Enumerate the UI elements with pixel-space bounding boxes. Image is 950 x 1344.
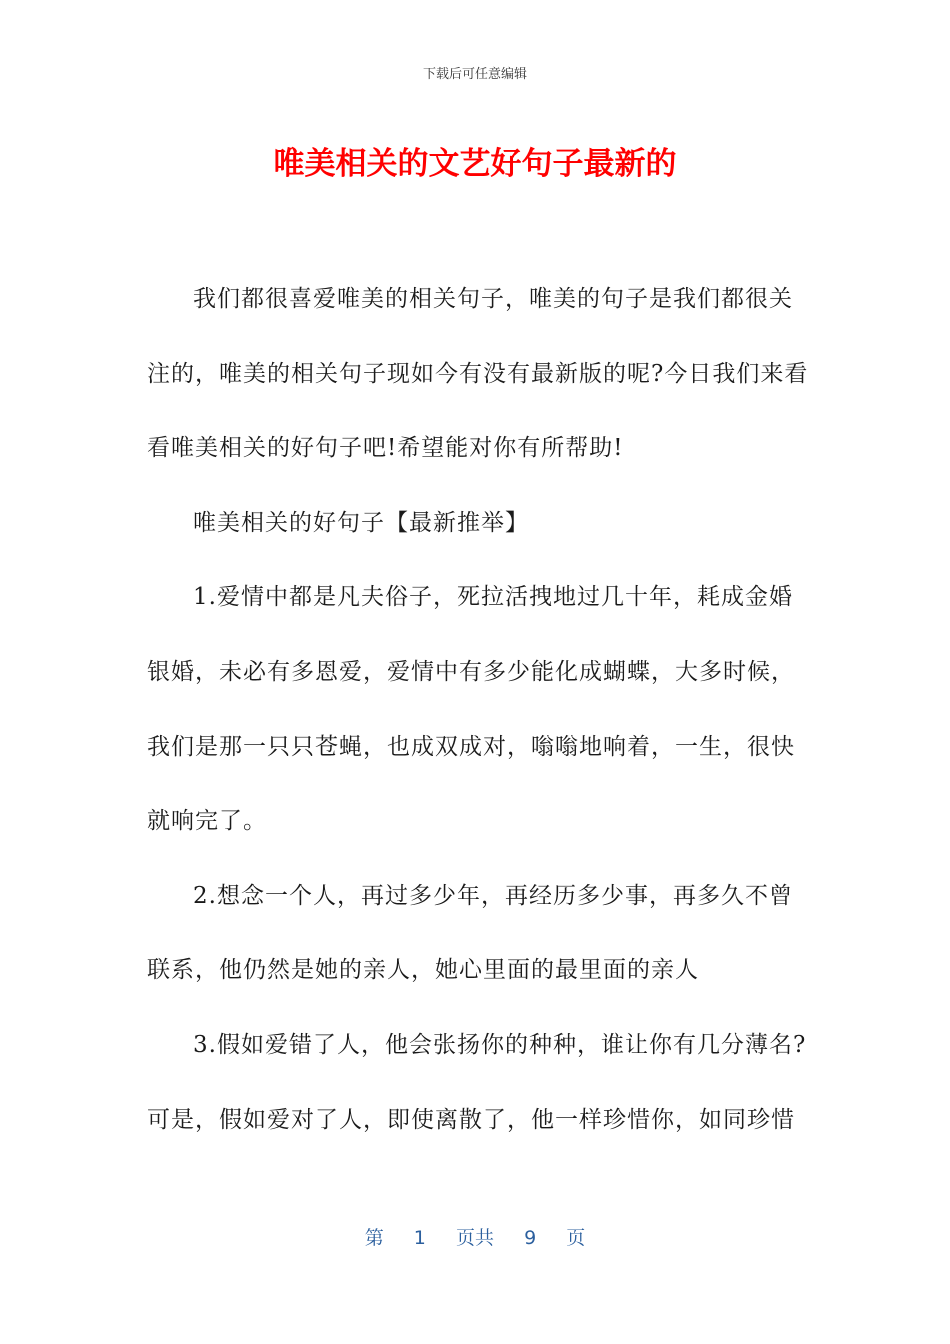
footer-prefix: 第	[364, 1227, 384, 1249]
body-line-2: 注的，唯美的相关句子现如今有没有最新版的呢?今日我们来看	[147, 360, 809, 387]
body-line-11: 3.假如爱错了人，他会张扬你的种种，谁让你有几分薄名?	[193, 1031, 807, 1058]
body-line-8: 就响完了。	[147, 808, 267, 835]
page-header-note: 下载后可任意编辑	[422, 67, 527, 82]
body-line-12: 可是，假如爱对了人，即使离散了，他一样珍惜你，如同珍惜	[147, 1106, 795, 1133]
body-line-7: 我们是那一只只苍蝇，也成双成对，嗡嗡地响着，一生，很快	[147, 733, 795, 760]
body-line-5: 1.爱情中都是凡夫俗子，死拉活拽地过几十年，耗成金婚	[193, 584, 793, 611]
document-body	[147, 262, 809, 1157]
body-line-10: 联系，他仍然是她的亲人，她心里面的最里面的亲人	[147, 957, 699, 984]
footer-middle: 页共	[455, 1227, 494, 1249]
footer-current-page: 1	[413, 1227, 426, 1249]
document-title: 唯美相关的文艺好句子最新的	[273, 146, 677, 182]
body-line-9: 2.想念一个人，再过多少年，再经历多少事，再多久不曾	[193, 882, 793, 909]
footer-total-pages: 9	[524, 1227, 537, 1249]
section-heading: 唯美相关的好句子【最新推举】	[193, 509, 529, 536]
body-line-6: 银婚，未必有多恩爱，爱情中有多少能化成蝴蝶，大多时候，	[147, 658, 795, 685]
body-line-1: 我们都很喜爱唯美的相关句子，唯美的句子是我们都很关	[193, 286, 793, 312]
body-line-3: 看唯美相关的好句子吧!希望能对你有所帮助!	[147, 435, 624, 462]
page-footer	[0, 1224, 950, 1252]
footer-suffix: 页	[566, 1227, 586, 1249]
